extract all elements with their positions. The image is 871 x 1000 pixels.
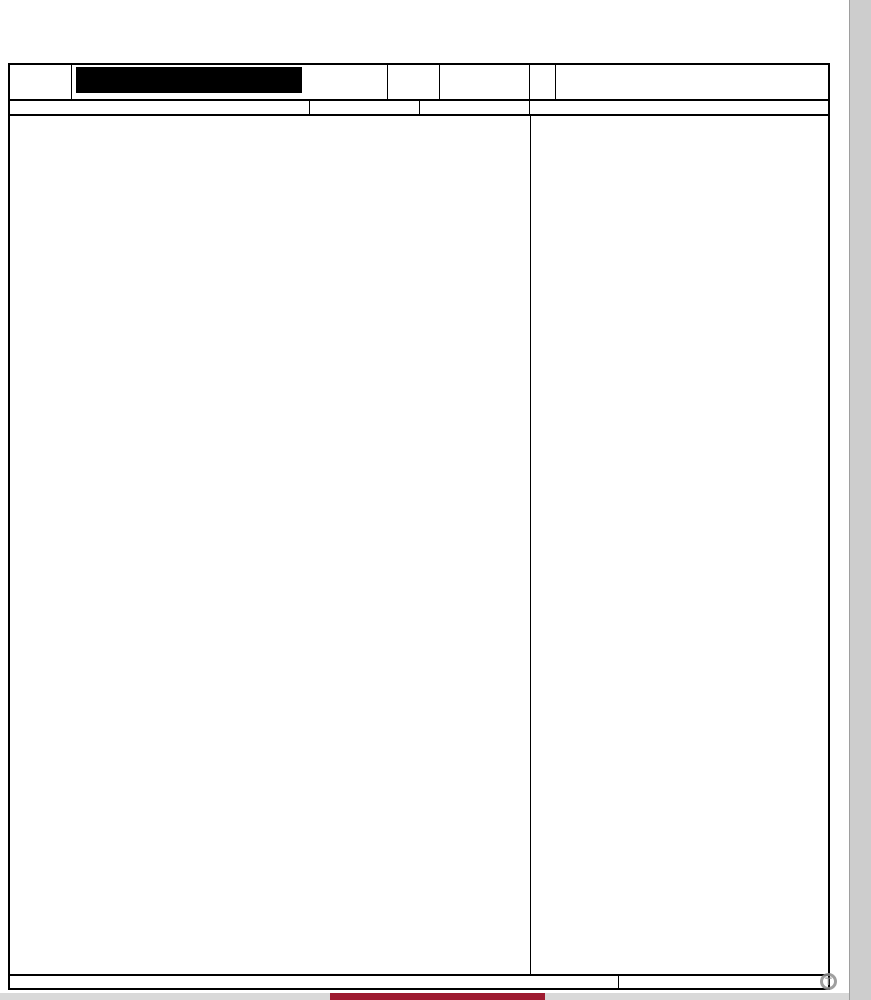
tin-label xyxy=(388,65,440,99)
bottom-window-edge xyxy=(0,993,849,1000)
revenue-reconciliation-panel xyxy=(530,116,828,974)
entity-name-redaction xyxy=(76,67,302,93)
column-adjusted xyxy=(420,101,530,114)
property-tax-checkbox-line[interactable] xyxy=(8,52,830,63)
entity-header xyxy=(8,63,830,101)
column-header-row xyxy=(8,101,830,116)
form-main xyxy=(8,116,830,976)
tasker-watermark xyxy=(820,973,841,990)
org-type-grid xyxy=(556,65,828,99)
column-reconciliation xyxy=(530,101,828,114)
form-body xyxy=(8,12,830,995)
scrollbar-track[interactable] xyxy=(849,0,871,1000)
row-60-tax-due xyxy=(8,976,830,990)
row-60-divider xyxy=(618,976,619,988)
entity-name-label xyxy=(10,65,72,99)
entity-name-field[interactable] xyxy=(72,65,388,99)
income-period xyxy=(8,38,830,51)
tasker-logo-icon: T xyxy=(820,973,837,990)
profit-loss-table xyxy=(10,116,530,974)
bottom-red-bar xyxy=(330,993,545,1000)
org-type-label xyxy=(530,65,556,99)
page-title xyxy=(8,12,830,38)
tin-digit-boxes[interactable] xyxy=(440,65,530,99)
column-booked xyxy=(310,101,420,114)
column-item xyxy=(10,101,310,114)
